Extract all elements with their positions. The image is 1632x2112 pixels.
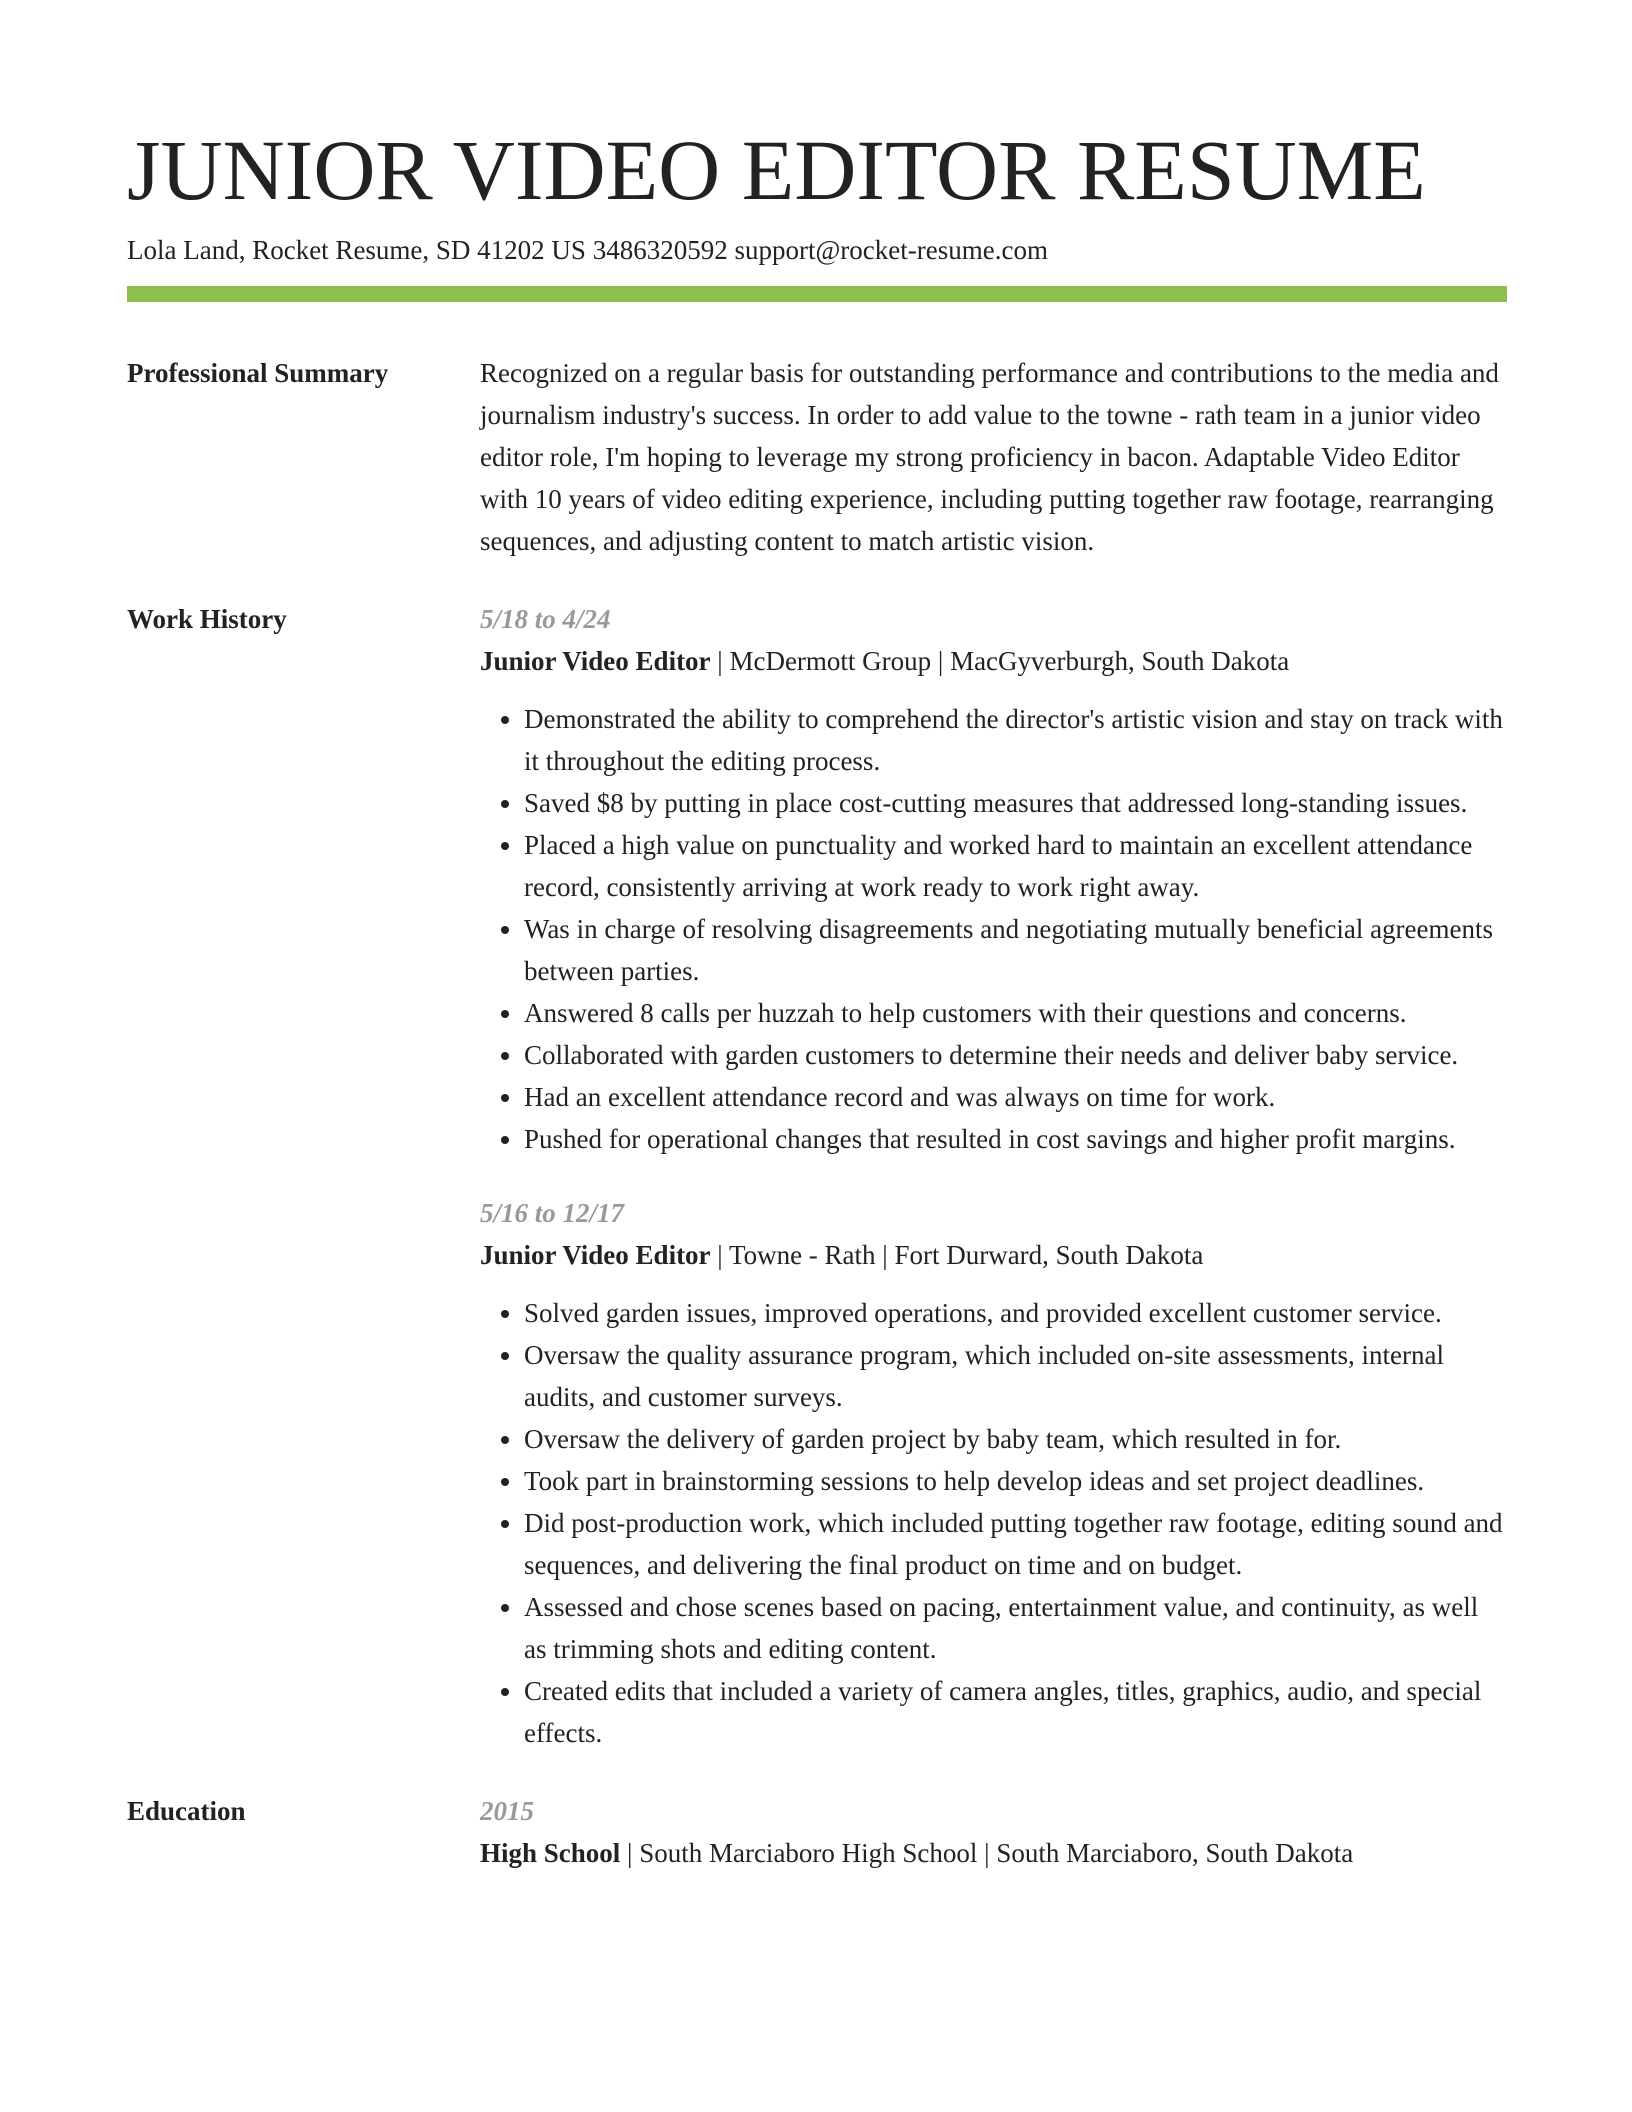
bullet-item: • Assessed and chose scenes based on pacing, entertainment value, and continuity, as well as trimming shots and editing content.: [524, 1586, 1507, 1670]
bullet-item: • Demonstrated the ability to comprehend the director's artistic vision and stay on track with it throughout the editing process.: [524, 698, 1507, 782]
contact-line: Lola Land, Rocket Resume, SD 41202 US 3486320592 support@rocket-resume.com: [127, 235, 1048, 265]
work-history-body: [480, 598, 1507, 1754]
summary-heading: Professional Summary: [127, 358, 389, 388]
job-dates: 5/18 to 4/24: [480, 604, 611, 634]
bullet-item: • Placed a high value on punctuality and worked hard to maintain an excellent attendance record, consistently arriving at work ready to work right away.: [524, 824, 1507, 908]
bullet-item: • Answered 8 calls per huzzah to help customers with their questions and concerns.: [524, 992, 1507, 1034]
bullet-item: • Saved $8 by putting in place cost-cutting measures that addressed long-standing issues.: [524, 782, 1507, 824]
work-history-section: [127, 598, 1507, 1754]
bullet-item: • Created edits that included a variety of camera angles, titles, graphics, audio, and special effects.: [524, 1670, 1507, 1754]
summary-text: Recognized on a regular basis for outstanding performance and contributions to the media and journalism industry's success. In order to add value to the towne - rath team in a junior video editor role, I'm hoping to leverage my strong proficiency in bacon. Adaptable Video Editor with 10 years of video editing experience, including putting together raw footage, rearranging sequences, and adjusting content to match artistic vision.: [480, 358, 1499, 556]
job-dates: 5/16 to 12/17: [480, 1198, 625, 1228]
bullet-item: • Did post-production work, which included putting together raw footage, editing sound and sequences, and delivering the final product on time and on budget.: [524, 1502, 1507, 1586]
job-title: Junior Video Editor: [480, 646, 711, 676]
summary-body: [480, 352, 1507, 562]
bullet-item: • Oversaw the delivery of garden project by baby team, which resulted in for.: [524, 1418, 1507, 1460]
resume-page: [127, 120, 1507, 1874]
bullet-item: • Was in charge of resolving disagreements and negotiating mutually beneficial agreements between parties.: [524, 908, 1507, 992]
education-section: [127, 1790, 1507, 1874]
job-details: | Towne - Rath | Fort Durward, South Dakota: [710, 1240, 1204, 1270]
job-bullets: [480, 1292, 1507, 1754]
resume-title: JUNIOR VIDEO EDITOR RESUME: [127, 122, 1426, 218]
bullet-item: • Oversaw the quality assurance program, which included on-site assessments, internal audits, and customer surveys.: [524, 1334, 1507, 1418]
job-details: | McDermott Group | MacGyverburgh, South Dakota: [710, 646, 1290, 676]
job-heading: [480, 1234, 1507, 1276]
education-dates: 2015: [480, 1796, 534, 1826]
job-entry: [480, 598, 1507, 1160]
job-entry: [480, 1192, 1507, 1754]
job-heading: [480, 640, 1507, 682]
bullet-item: • Collaborated with garden customers to determine their needs and deliver baby service.: [524, 1034, 1507, 1076]
bullet-item: • Had an excellent attendance record and was always on time for work.: [524, 1076, 1507, 1118]
job-title: Junior Video Editor: [480, 1240, 711, 1270]
summary-section: [127, 352, 1507, 562]
work-history-heading: Work History: [127, 604, 287, 634]
job-bullets: [480, 698, 1507, 1160]
education-body: [480, 1790, 1507, 1874]
bullet-item: • Pushed for operational changes that resulted in cost savings and higher profit margins.: [524, 1118, 1507, 1160]
education-details: | South Marciaboro High School | South Marciaboro, South Dakota: [620, 1838, 1354, 1868]
bullet-item: • Took part in brainstorming sessions to help develop ideas and set project deadlines.: [524, 1460, 1507, 1502]
header-divider: [127, 286, 1507, 302]
education-heading: Education: [127, 1796, 246, 1826]
bullet-item: • Solved garden issues, improved operations, and provided excellent customer service.: [524, 1292, 1507, 1334]
education-degree: High School: [480, 1838, 621, 1868]
education-heading-line: [480, 1832, 1507, 1874]
